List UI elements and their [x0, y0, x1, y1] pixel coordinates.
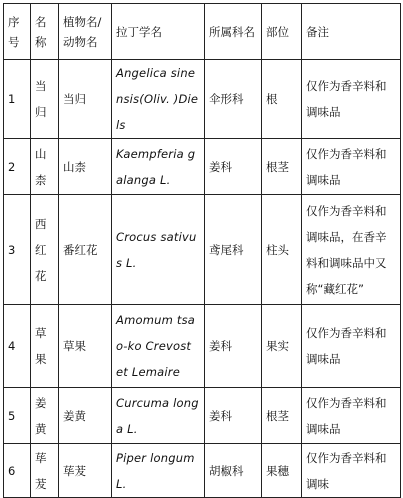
cell-part: 根 — [262, 60, 302, 139]
cell-seq: 1 — [4, 60, 31, 139]
cell-plant: 草果 — [59, 305, 112, 388]
cell-part: 果实 — [262, 305, 302, 388]
cell-part: 柱头 — [262, 195, 302, 305]
table-row — [4, 305, 401, 388]
cell-plant: 当归 — [59, 60, 112, 139]
cell-seq: 5 — [4, 388, 31, 444]
cell-latin: Crocus sativus L. — [112, 195, 205, 305]
cell-family: 伞形科 — [205, 60, 262, 139]
cell-part: 果穗 — [262, 444, 302, 498]
cell-family: 鸢尾科 — [205, 195, 262, 305]
cell-latin: Amomum tsao-ko Crevost et Lemaire — [112, 305, 205, 388]
table-row — [4, 139, 401, 195]
cell-family: 姜科 — [205, 305, 262, 388]
cell-seq: 6 — [4, 444, 31, 498]
cell-seq: 2 — [4, 139, 31, 195]
cell-family: 姜科 — [205, 388, 262, 444]
cell-latin: Piper longum L. — [112, 444, 205, 498]
table-row — [4, 60, 401, 139]
cell-plant: 番红花 — [59, 195, 112, 305]
table-row — [4, 388, 401, 444]
cell-latin: Angelica sinensis(Oliv. )Diels — [112, 60, 205, 139]
cell-note: 仅作为香辛料和调味 — [302, 444, 401, 498]
cell-name: 荜茇 — [31, 444, 59, 498]
header-row — [4, 4, 401, 60]
header-family: 所属科名 — [205, 4, 262, 60]
cell-part: 根茎 — [262, 388, 302, 444]
cell-name: 草果 — [31, 305, 59, 388]
header-note: 备注 — [302, 4, 401, 60]
cell-latin: Kaempferia galanga L. — [112, 139, 205, 195]
cell-name: 姜黄 — [31, 388, 59, 444]
cell-name: 西红花 — [31, 195, 59, 305]
cell-note: 仅作为香辛料和调味品 — [302, 60, 401, 139]
cell-plant: 荜茇 — [59, 444, 112, 498]
cell-seq: 3 — [4, 195, 31, 305]
header-seq: 序号 — [4, 4, 31, 60]
cell-latin: Curcuma longa L. — [112, 388, 205, 444]
cell-name: 山柰 — [31, 139, 59, 195]
cell-name: 当归 — [31, 60, 59, 139]
cell-note: 仅作为香辛料和调味品，在香辛料和调味品中又称“藏红花” — [302, 195, 401, 305]
cell-plant: 姜黄 — [59, 388, 112, 444]
header-plant: 植物名/动物名 — [59, 4, 112, 60]
header-name: 名称 — [31, 4, 59, 60]
herb-table — [3, 3, 401, 498]
cell-note: 仅作为香辛料和调味品 — [302, 388, 401, 444]
table-row — [4, 444, 401, 498]
header-latin: 拉丁学名 — [112, 4, 205, 60]
cell-family: 姜科 — [205, 139, 262, 195]
header-part: 部位 — [262, 4, 302, 60]
table-row — [4, 195, 401, 305]
cell-family: 胡椒科 — [205, 444, 262, 498]
cell-note: 仅作为香辛料和调味品 — [302, 139, 401, 195]
cell-part: 根茎 — [262, 139, 302, 195]
cell-seq: 4 — [4, 305, 31, 388]
cell-plant: 山柰 — [59, 139, 112, 195]
cell-note: 仅作为香辛料和调味品 — [302, 305, 401, 388]
